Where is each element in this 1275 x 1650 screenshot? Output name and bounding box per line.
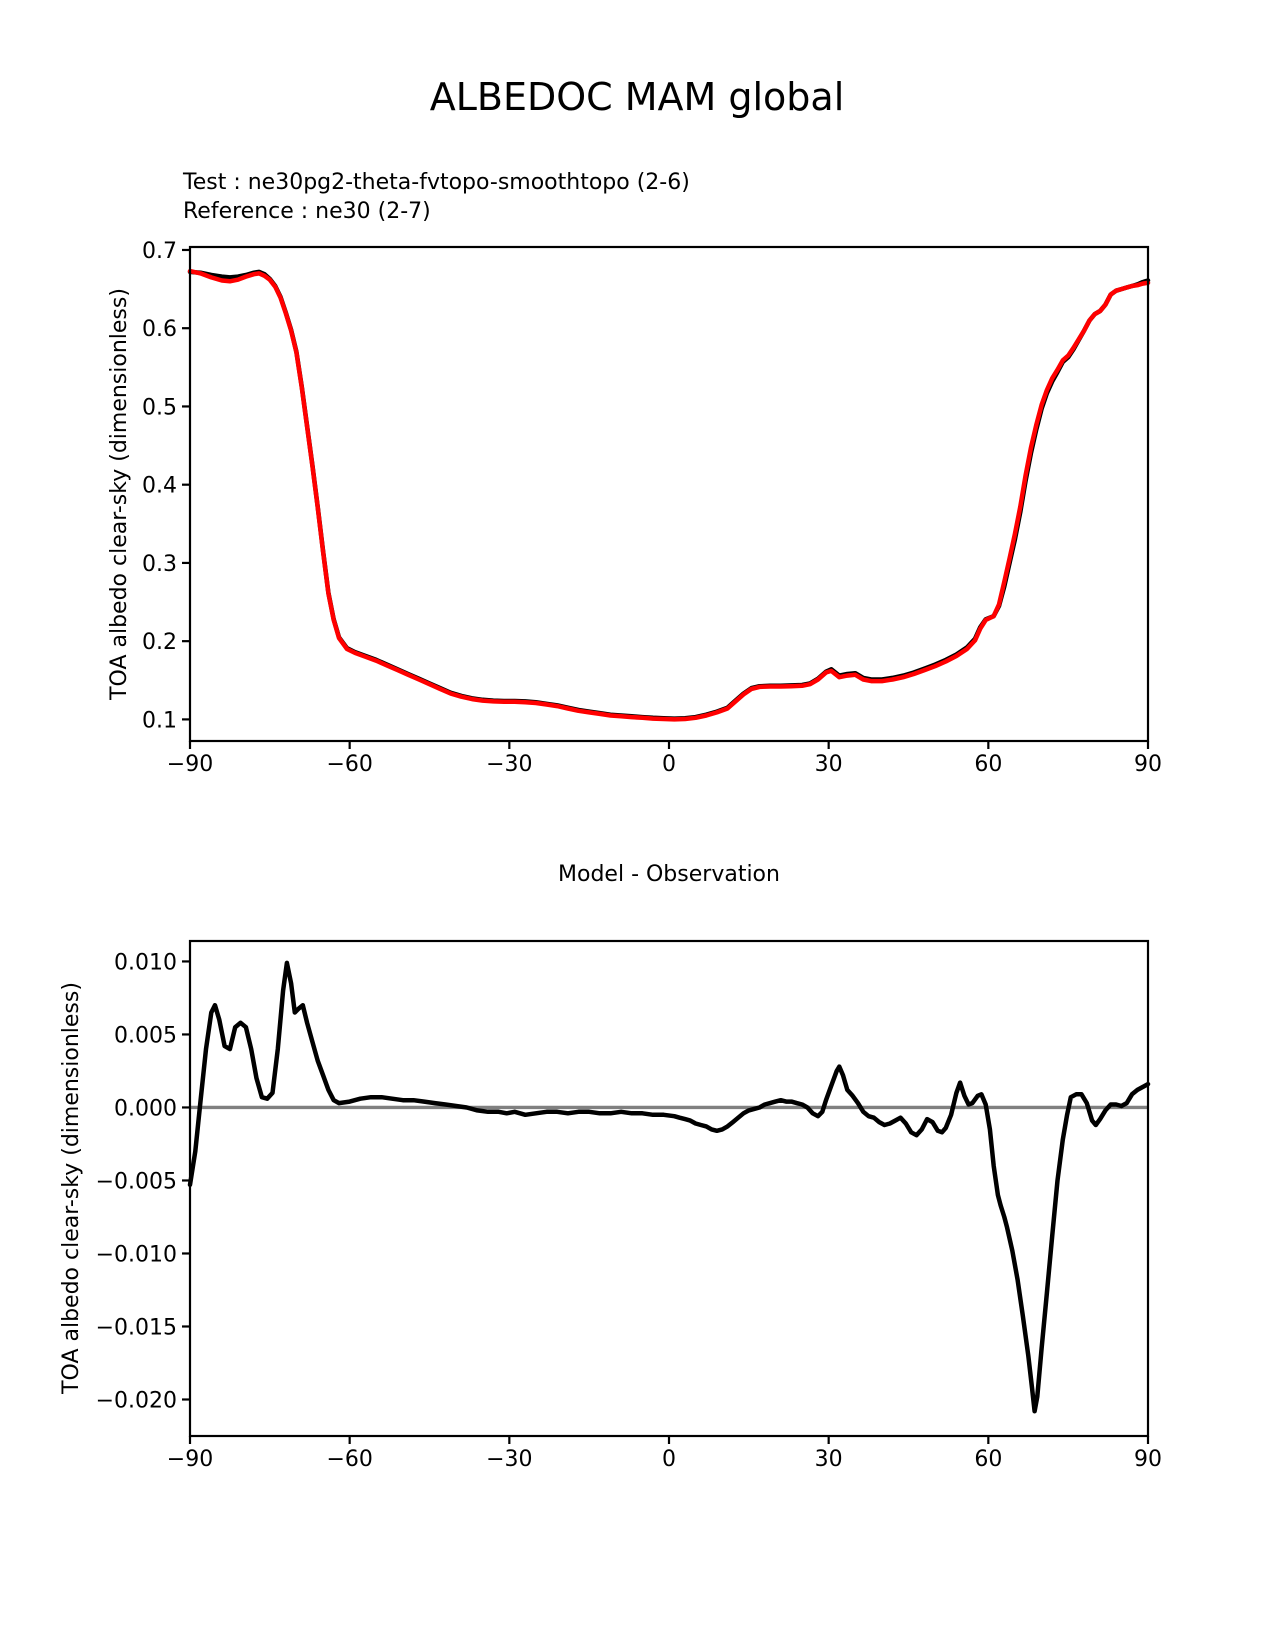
y-tick-label: 0.005	[114, 1023, 177, 1049]
y-tick-label: −0.020	[95, 1388, 177, 1414]
x-tick-label: −30	[486, 1447, 533, 1472]
y-tick-label: 0.1	[142, 708, 177, 734]
bottom-y-axis-label: TOA albedo clear-sky (dimensionless)	[59, 982, 84, 1394]
x-tick-label: 90	[1134, 1447, 1162, 1472]
y-tick-label: 0.010	[114, 950, 177, 976]
x-tick-label: 60	[974, 752, 1003, 777]
y-tick-label: 0.000	[114, 1096, 177, 1122]
y-tick-label: 0.2	[142, 630, 177, 656]
y-tick-label: 0.3	[142, 551, 177, 577]
y-tick-label: 0.4	[142, 473, 177, 499]
top-y-axis-label: TOA albedo clear-sky (dimensionless)	[107, 288, 132, 700]
x-tick-label: 60	[974, 1447, 1003, 1472]
x-tick-label: 30	[814, 752, 843, 777]
bottom-chart-title: Model - Observation	[558, 862, 780, 887]
y-tick-label: 0.5	[142, 395, 177, 421]
legend-reference-label: Reference : ne30 (2-7)	[183, 199, 431, 224]
x-tick-label: −90	[166, 1447, 214, 1472]
x-tick-label: −60	[326, 1447, 373, 1472]
legend-test-label: Test : ne30pg2-theta-fvtopo-smoothtopo (2-6)	[183, 170, 690, 195]
x-tick-label: 30	[814, 1447, 843, 1472]
y-tick-label: −0.010	[95, 1242, 177, 1268]
x-tick-label: −30	[486, 752, 533, 777]
y-tick-label: 0.6	[142, 317, 177, 343]
y-tick-label: −0.005	[95, 1169, 177, 1195]
y-tick-label: 0.7	[142, 238, 177, 264]
x-tick-label: −90	[166, 752, 214, 777]
x-tick-label: 0	[662, 752, 676, 777]
x-tick-label: 0	[662, 1447, 676, 1472]
x-tick-label: −60	[326, 752, 373, 777]
y-tick-label: −0.015	[95, 1315, 177, 1341]
figure-title: ALBEDOC MAM global	[429, 75, 845, 119]
x-tick-label: 90	[1134, 752, 1162, 777]
